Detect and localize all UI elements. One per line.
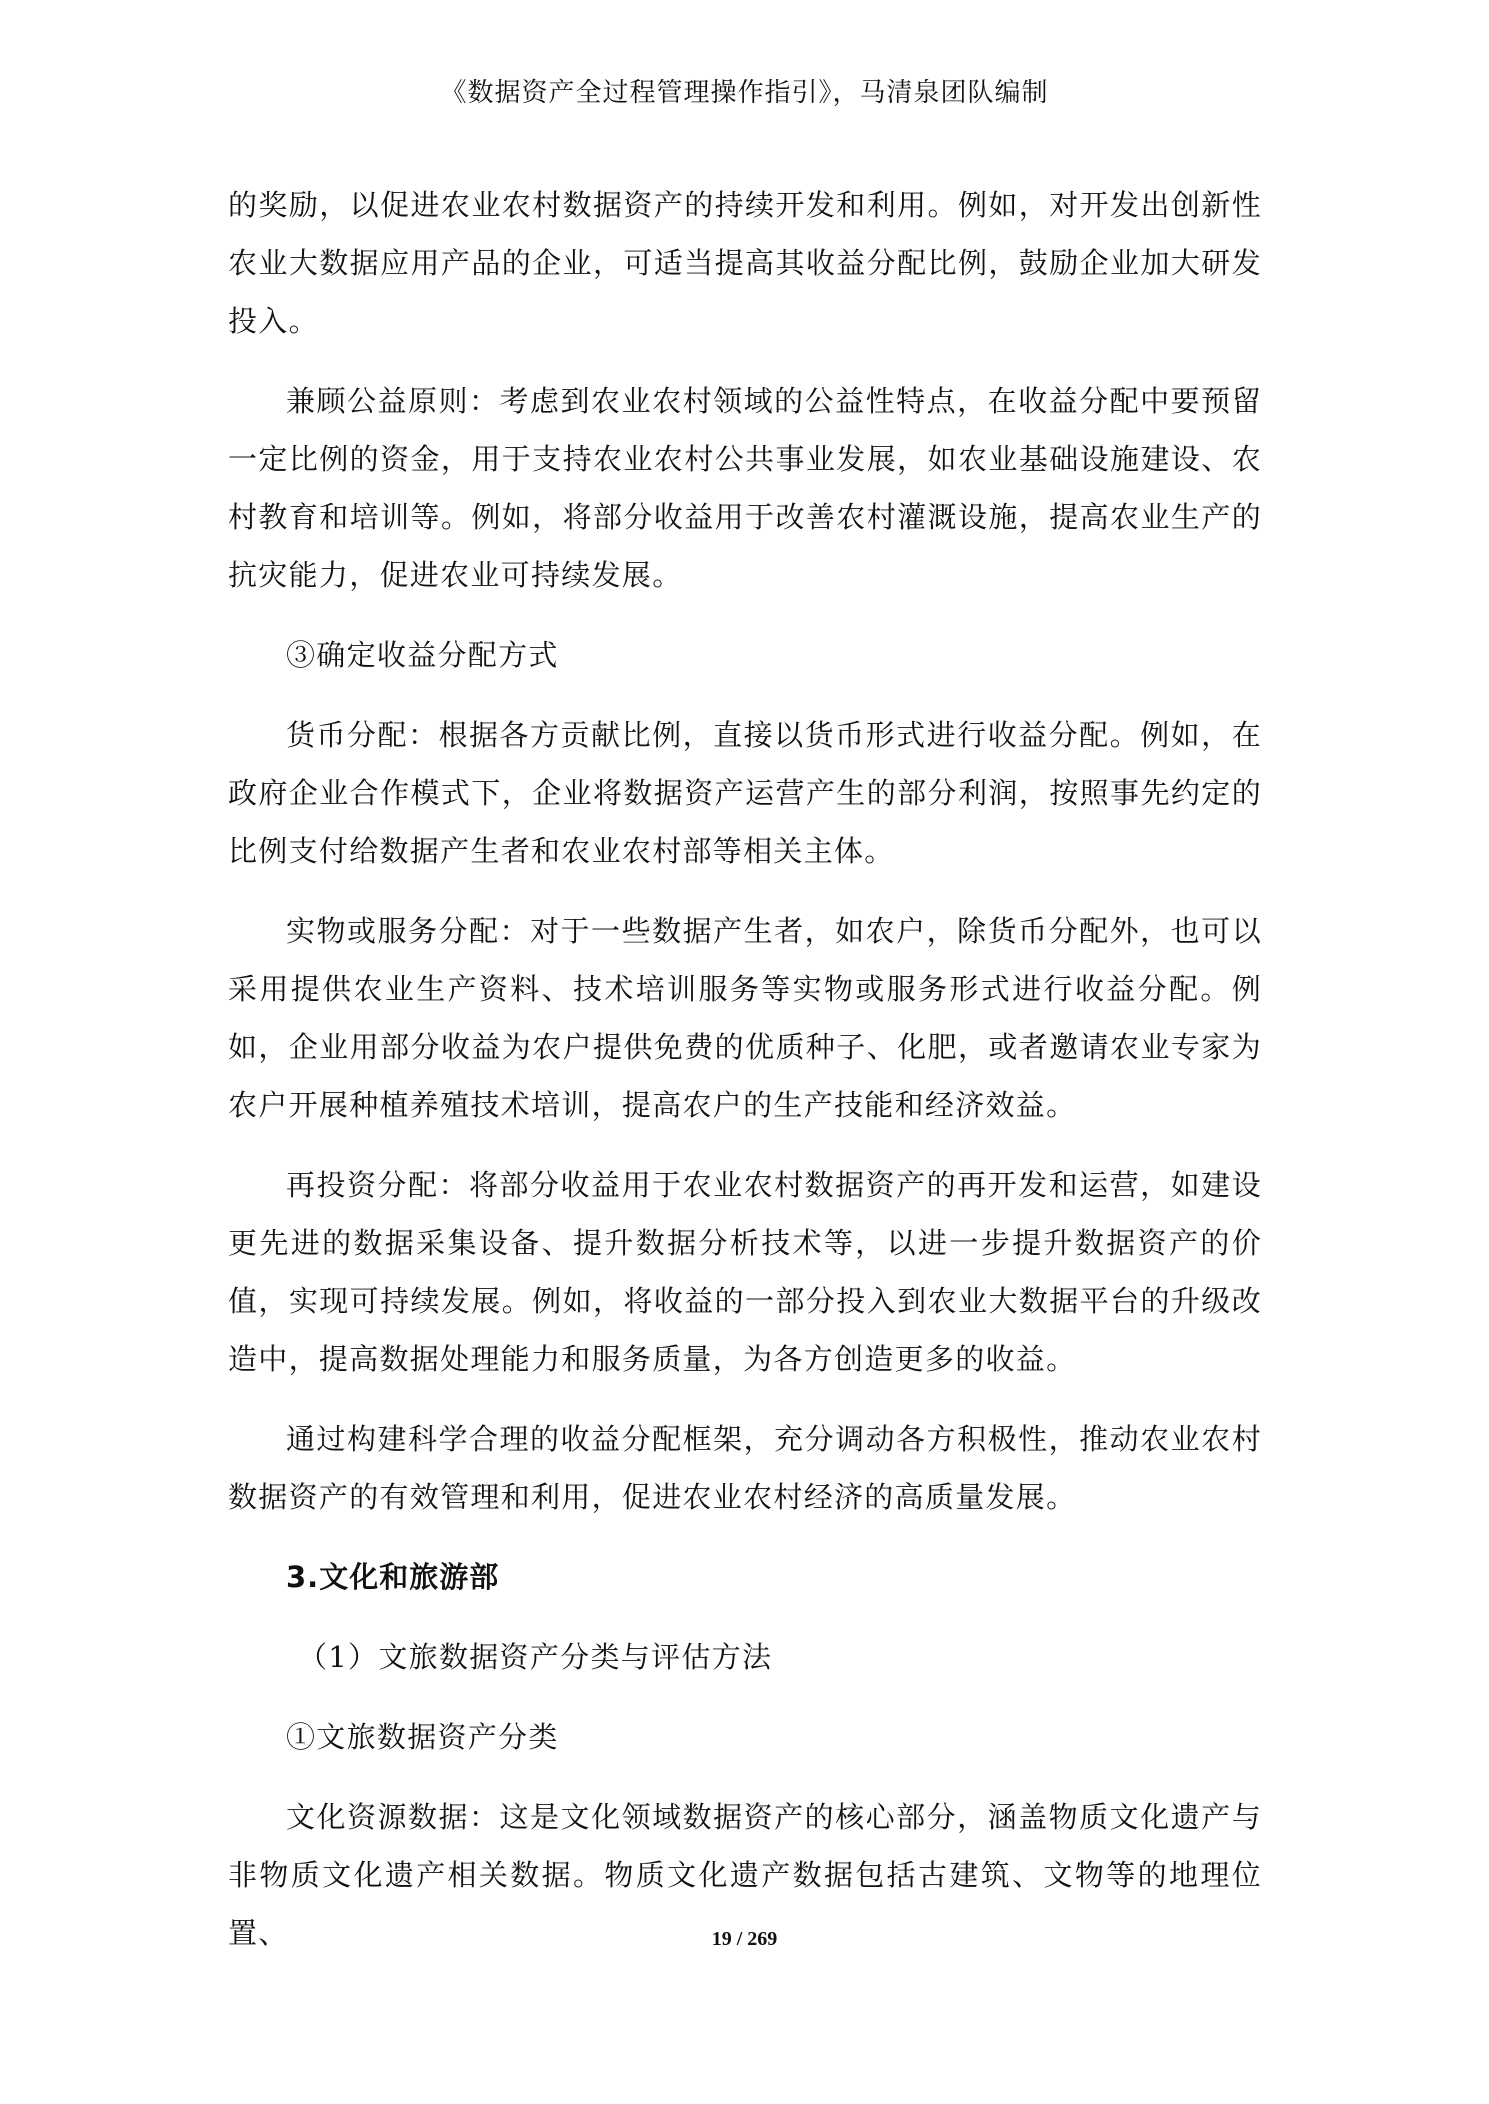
paragraph: 再投资分配：将部分收益用于农业农村数据资产的再开发和运营，如建设更先进的数据采集设备、提升数据分析技术等，以进一步提升数据资产的价值，实现可持续发展。例如，将收益的一部分投入到农业大数据平台的升级改造中，提高数据处理能力和服务质量，为各方创造更多的收益。 [228,1168,1262,1376]
list-heading: ①文旅数据资产分类 [286,1720,559,1754]
paragraph: 货币分配：根据各方贡献比例，直接以货币形式进行收益分配。例如，在政府企业合作模式下，企业将数据资产运营产生的部分利润，按照事先约定的比例支付给数据产生者和农业农村部等相关主体。 [228,718,1262,868]
paragraph: 通过构建科学合理的收益分配框架，充分调动各方积极性，推动农业农村数据资产的有效管理和利用，促进农业农村经济的高质量发展。 [228,1422,1262,1514]
paragraph: 的奖励，以促进农业农村数据资产的持续开发和利用。例如，对开发出创新性农业大数据应用产品的企业，可适当提高其收益分配比例，鼓励企业加大研发投入。 [228,188,1262,338]
subsection-heading: （1）文旅数据资产分类与评估方法 [298,1640,773,1674]
paragraph: 兼顾公益原则：考虑到农业农村领域的公益性特点，在收益分配中要预留一定比例的资金，用于支持农业农村公共事业发展，如农业基础设施建设、农村教育和培训等。例如，将部分收益用于改善农村灌溉设施，提高农业生产的抗灾能力，促进农业可持续发展。 [228,384,1262,592]
page-number: 19 / 269 [711,1928,778,1950]
document-body [228,176,1262,1984]
page-header: 《数据资产全过程管理操作指引》，马清泉团队编制 [440,78,1049,108]
paragraph: 实物或服务分配：对于一些数据产生者，如农户，除货币分配外，也可以采用提供农业生产资料、技术培训服务等实物或服务形式进行收益分配。例如，企业用部分收益为农户提供免费的优质种子、化肥，或者邀请农业专家为农户开展种植养殖技术培训，提高农户的生产技能和经济效益。 [228,914,1262,1122]
paragraph: 文化资源数据：这是文化领域数据资产的核心部分，涵盖物质文化遗产与非物质文化遗产相关数据。物质文化遗产数据包括古建筑、文物等的地理位置、 [228,1800,1262,1950]
list-heading: ③确定收益分配方式 [286,638,559,672]
section-heading: 3.文化和旅游部 [286,1560,500,1594]
